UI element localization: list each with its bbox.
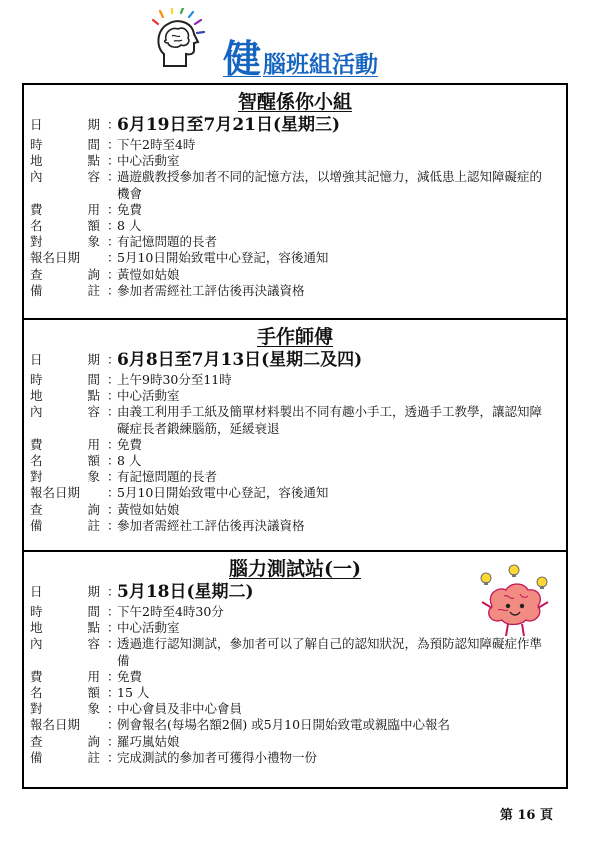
row-label: 對 象: [30, 234, 100, 250]
row-value: 參加者需經社工評估後再決議資格: [117, 282, 305, 298]
date-row: [24, 113, 566, 137]
colon-separator: ：: [107, 604, 120, 619]
colon-separator: ：: [107, 517, 120, 533]
row-label: 日 期: [30, 584, 100, 599]
activities-frame: [22, 83, 568, 789]
page-title-big: 健: [223, 37, 262, 81]
date-value: 6月19日至7月21日(星期三): [117, 115, 341, 135]
colon-separator: ：: [107, 404, 120, 420]
brain-head-icon: [150, 8, 208, 72]
page-title: [223, 28, 378, 83]
colon-separator: ：: [107, 636, 120, 652]
row-label: 時 間: [30, 137, 100, 152]
row-value: 5月10日開始致電中心登記，容後通知: [117, 250, 329, 266]
row-label: 備 註: [30, 282, 100, 298]
row-value: 下午2時至4時: [117, 137, 196, 152]
row-label: 日 期: [30, 117, 100, 132]
info-row: [24, 234, 566, 250]
row-value: 黃愷如姑娘: [117, 266, 180, 282]
row-label: 費 用: [30, 668, 100, 684]
row-label: 地 點: [30, 620, 100, 636]
info-row: [24, 202, 566, 218]
row-value: 下午2時至4時30分: [117, 604, 224, 619]
row-label: 備 註: [30, 749, 100, 765]
colon-separator: ：: [107, 201, 120, 217]
row-label: 費 用: [30, 436, 100, 452]
colon-separator: ：: [107, 733, 120, 749]
colon-separator: ：: [107, 153, 120, 169]
row-value: 有記憶問題的長者: [117, 234, 218, 250]
info-row: [24, 518, 566, 534]
colon-separator: ：: [107, 234, 120, 250]
colon-separator: ：: [107, 701, 120, 717]
row-value: 黃愷如姑娘: [117, 501, 180, 517]
row-label: 查 詢: [30, 733, 100, 749]
row-value: 透過進行認知測試，參加者可以了解自己的認知狀況，為預防認知障礙症作準備: [117, 636, 543, 668]
row-label: 內 容: [30, 636, 100, 652]
info-row: [24, 469, 566, 485]
colon-separator: ：: [107, 169, 120, 185]
colon-separator: ：: [107, 266, 120, 282]
date-value: 5月18日(星期二): [117, 582, 254, 602]
row-value: 由義工利用手工紙及簡單材料製出不同有趣小手工，透過手工教學，讓認知障礙症長者鍛練腦筋，延緩衰退: [117, 404, 543, 436]
row-label: 名 額: [30, 218, 100, 234]
section-title: 腦力測試站(一): [229, 558, 361, 580]
activity-section-3: [24, 552, 566, 787]
info-row: [24, 267, 566, 283]
row-value: 例會報名(每場名額2個) 或5月10日開始致電或親臨中心報名: [117, 717, 451, 733]
date-row: [24, 348, 566, 372]
row-label: 報名日期: [30, 717, 81, 733]
colon-separator: ：: [107, 485, 120, 501]
row-label: 對 象: [30, 469, 100, 485]
row-value: 免費: [117, 201, 143, 217]
colon-separator: ：: [107, 282, 120, 298]
row-label: 查 詢: [30, 266, 100, 282]
row-label: 報名日期: [30, 250, 81, 266]
info-row: [24, 437, 566, 453]
page-number: 第 16 頁: [499, 808, 553, 823]
row-label: 內 容: [30, 404, 100, 420]
row-label: 時 間: [30, 372, 100, 387]
row-label: 費 用: [30, 201, 100, 217]
row-value: 5月10日開始致電中心登記，容後通知: [117, 485, 329, 501]
row-label: 地 點: [30, 388, 100, 404]
date-value: 6月8日至7月13日(星期二及四): [117, 350, 363, 370]
colon-separator: ：: [107, 218, 120, 234]
brain-mascot-icon: [474, 564, 554, 642]
row-label: 日 期: [30, 352, 100, 367]
row-label: 內 容: [30, 169, 100, 185]
activity-section-1: [24, 85, 566, 318]
info-row: [24, 137, 566, 153]
colon-separator: ：: [107, 453, 120, 469]
info-row: [24, 250, 566, 266]
row-value: 15 人: [117, 685, 150, 701]
row-value: 上午9時30分至11時: [117, 372, 232, 387]
row-label: 對 象: [30, 701, 100, 717]
info-row: [24, 502, 566, 518]
colon-separator: ：: [107, 137, 120, 152]
info-row: [24, 734, 566, 750]
section-title: 智醒係你小組: [237, 91, 352, 113]
colon-separator: ：: [107, 584, 120, 599]
row-label: 名 額: [30, 453, 100, 469]
info-row: [24, 750, 566, 766]
colon-separator: ：: [107, 501, 120, 517]
info-row: [24, 153, 566, 169]
info-row: [24, 169, 566, 201]
info-row: [24, 283, 566, 299]
colon-separator: ：: [107, 668, 120, 684]
colon-separator: ：: [107, 372, 120, 387]
info-row: [24, 485, 566, 501]
colon-separator: ：: [107, 117, 120, 132]
info-row: [24, 717, 566, 733]
row-value: 中心活動室: [117, 388, 180, 404]
info-row: [24, 701, 566, 717]
row-value: 中心活動室: [117, 620, 180, 636]
colon-separator: ：: [107, 250, 120, 266]
row-value: 中心活動室: [117, 153, 180, 169]
info-row: [24, 404, 566, 436]
row-label: 名 額: [30, 685, 100, 701]
row-value: 免費: [117, 668, 143, 684]
colon-separator: ：: [107, 620, 120, 636]
info-row: [24, 685, 566, 701]
row-value: 羅巧嵐姑娘: [117, 733, 180, 749]
row-label: 備 註: [30, 517, 100, 533]
info-row: [24, 669, 566, 685]
row-value: 過遊戲教授參加者不同的記憶方法，以增強其記憶力，減低患上認知障礙症的機會: [117, 169, 543, 201]
page-title-rest: 腦班組活動: [263, 52, 379, 78]
colon-separator: ：: [107, 717, 120, 733]
colon-separator: ：: [107, 352, 120, 367]
info-row: [24, 453, 566, 469]
row-value: 8 人: [117, 453, 142, 469]
row-label: 時 間: [30, 604, 100, 619]
colon-separator: ：: [107, 469, 120, 485]
info-row: [24, 372, 566, 388]
section-title: 手作師傅: [256, 326, 333, 348]
row-value: 免費: [117, 436, 143, 452]
row-value: 有記憶問題的長者: [117, 469, 218, 485]
colon-separator: ：: [107, 388, 120, 404]
page-header: [150, 8, 450, 81]
info-row: [24, 388, 566, 404]
row-label: 地 點: [30, 153, 100, 169]
row-label: 查 詢: [30, 501, 100, 517]
info-row: [24, 218, 566, 234]
colon-separator: ：: [107, 685, 120, 701]
row-value: 中心會員及非中心會員: [117, 701, 243, 717]
row-value: 完成測試的參加者可獲得小禮物一份: [117, 749, 318, 765]
colon-separator: ：: [107, 436, 120, 452]
row-label: 報名日期: [30, 485, 81, 501]
colon-separator: ：: [107, 749, 120, 765]
activity-section-2: [24, 320, 566, 550]
row-value: 參加者需經社工評估後再決議資格: [117, 517, 305, 533]
row-value: 8 人: [117, 218, 142, 234]
